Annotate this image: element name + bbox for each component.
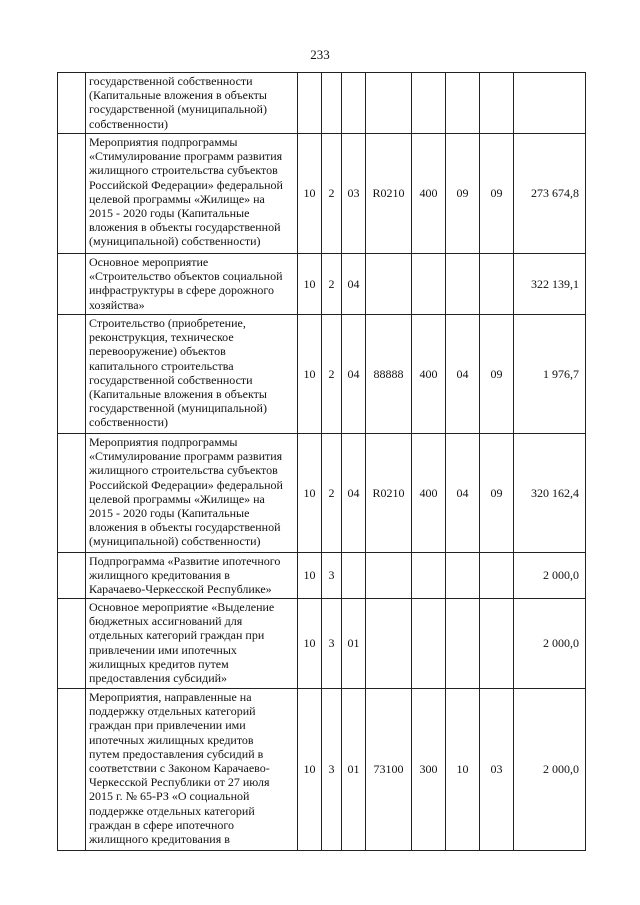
section-code-cell (446, 254, 480, 315)
subprogram-code-cell: 3 (322, 553, 342, 599)
subsection-code-cell: 03 (480, 689, 514, 851)
program-code-cell: 10 (298, 134, 322, 254)
section-code-cell: 10 (446, 689, 480, 851)
subprogram-code-cell (322, 73, 342, 134)
target-item-code-cell: 73100 (366, 689, 412, 851)
amount-cell: 273 674,8 (514, 134, 586, 254)
subprogram-code-cell: 3 (322, 599, 342, 689)
subsection-code-cell: 09 (480, 134, 514, 254)
section-code-cell: 09 (446, 134, 480, 254)
expense-type-cell: 400 (412, 434, 446, 553)
description-cell: Подпрограмма «Развитие ипотечного жилищного кредитования в Карачаево-Черкесской Республике» (86, 553, 298, 599)
section-code-cell (446, 73, 480, 134)
table-row (58, 134, 586, 254)
program-code-cell: 10 (298, 553, 322, 599)
program-code-cell (298, 73, 322, 134)
section-code-cell: 04 (446, 434, 480, 553)
row-number-cell (58, 315, 86, 434)
program-code-cell: 10 (298, 315, 322, 434)
expense-type-cell (412, 254, 446, 315)
description-cell: Мероприятия подпрограммы «Стимулирование программ развития жилищного строительства субъектов Российской Федерации» федеральной целевой программы «Жилище» на 2015 - 2020 годы (Капитальные вложения в объекты государственной (муниципальной) собственности) (86, 434, 298, 553)
subsection-code-cell: 09 (480, 315, 514, 434)
row-number-cell (58, 689, 86, 851)
program-code-cell: 10 (298, 434, 322, 553)
program-code-cell: 10 (298, 689, 322, 851)
main-activity-code-cell: 01 (342, 599, 366, 689)
row-number-cell (58, 434, 86, 553)
target-item-code-cell: R0210 (366, 434, 412, 553)
description-cell: государственной собственности (Капитальные вложения в объекты государственной (муниципальной) собственности) (86, 73, 298, 134)
subsection-code-cell (480, 599, 514, 689)
table-row (58, 553, 586, 599)
row-number-cell (58, 599, 86, 689)
main-activity-code-cell: 04 (342, 315, 366, 434)
page-number: 233 (310, 47, 330, 62)
expense-type-cell: 400 (412, 315, 446, 434)
program-code-cell: 10 (298, 599, 322, 689)
table-row (58, 599, 586, 689)
section-code-cell: 04 (446, 315, 480, 434)
amount-cell: 322 139,1 (514, 254, 586, 315)
target-item-code-cell: 88888 (366, 315, 412, 434)
subprogram-code-cell: 2 (322, 134, 342, 254)
expense-type-cell: 300 (412, 689, 446, 851)
amount-cell: 320 162,4 (514, 434, 586, 553)
subsection-code-cell (480, 73, 514, 134)
expense-type-cell (412, 553, 446, 599)
main-activity-code-cell (342, 73, 366, 134)
main-activity-code-cell: 04 (342, 254, 366, 315)
amount-cell: 2 000,0 (514, 599, 586, 689)
row-number-cell (58, 73, 86, 134)
main-activity-code-cell: 04 (342, 434, 366, 553)
subsection-code-cell: 09 (480, 434, 514, 553)
subprogram-code-cell: 2 (322, 434, 342, 553)
table-row (58, 315, 586, 434)
amount-cell: 2 000,0 (514, 553, 586, 599)
section-code-cell (446, 599, 480, 689)
target-item-code-cell (366, 254, 412, 315)
amount-cell: 2 000,0 (514, 689, 586, 851)
main-activity-code-cell: 03 (342, 134, 366, 254)
target-item-code-cell: R0210 (366, 134, 412, 254)
expense-type-cell (412, 599, 446, 689)
target-item-code-cell (366, 599, 412, 689)
subsection-code-cell (480, 254, 514, 315)
amount-cell: 1 976,7 (514, 315, 586, 434)
table-row (58, 73, 586, 134)
description-cell: Строительство (приобретение, реконструкция, техническое перевооружение) объектов капитального строительства государственной собственности (Капитальные вложения в объекты государственной (муниципальной) собственности) (86, 315, 298, 434)
table-row (58, 689, 586, 851)
expense-type-cell (412, 73, 446, 134)
target-item-code-cell (366, 73, 412, 134)
subprogram-code-cell: 2 (322, 254, 342, 315)
row-number-cell (58, 553, 86, 599)
expense-type-cell: 400 (412, 134, 446, 254)
table-row (58, 434, 586, 553)
section-code-cell (446, 553, 480, 599)
row-number-cell (58, 254, 86, 315)
amount-cell (514, 73, 586, 134)
target-item-code-cell (366, 553, 412, 599)
description-cell: Основное мероприятие «Выделение бюджетных ассигнований для отдельных категорий граждан при привлечении ими ипотечных жилищных кредитов путем предоставления субсидий» (86, 599, 298, 689)
table-row (58, 254, 586, 315)
description-cell: Мероприятия, направленные на поддержку отдельных категорий граждан при привлечении ими ипотечных жилищных кредитов путем предоставления субсидий в соответствии с Законом Карачаево- Черкесской Республики от 27 июля 2015 г. № 65-РЗ «О социальной поддержке отдельных категорий граждан в сфере ипотечного жилищного кредитования в (86, 689, 298, 851)
row-number-cell (58, 134, 86, 254)
description-cell: Основное мероприятие «Строительство объектов социальной инфраструктуры в сфере дорожного хозяйства» (86, 254, 298, 315)
main-activity-code-cell: 01 (342, 689, 366, 851)
main-activity-code-cell (342, 553, 366, 599)
subprogram-code-cell: 3 (322, 689, 342, 851)
description-cell: Мероприятия подпрограммы «Стимулирование программ развития жилищного строительства субъектов Российской Федерации» федеральной целевой программы «Жилище» на 2015 - 2020 годы (Капитальные вложения в объекты государственной (муниципальной) собственности) (86, 134, 298, 254)
program-code-cell: 10 (298, 254, 322, 315)
subsection-code-cell (480, 553, 514, 599)
subprogram-code-cell: 2 (322, 315, 342, 434)
budget-table (57, 72, 586, 851)
